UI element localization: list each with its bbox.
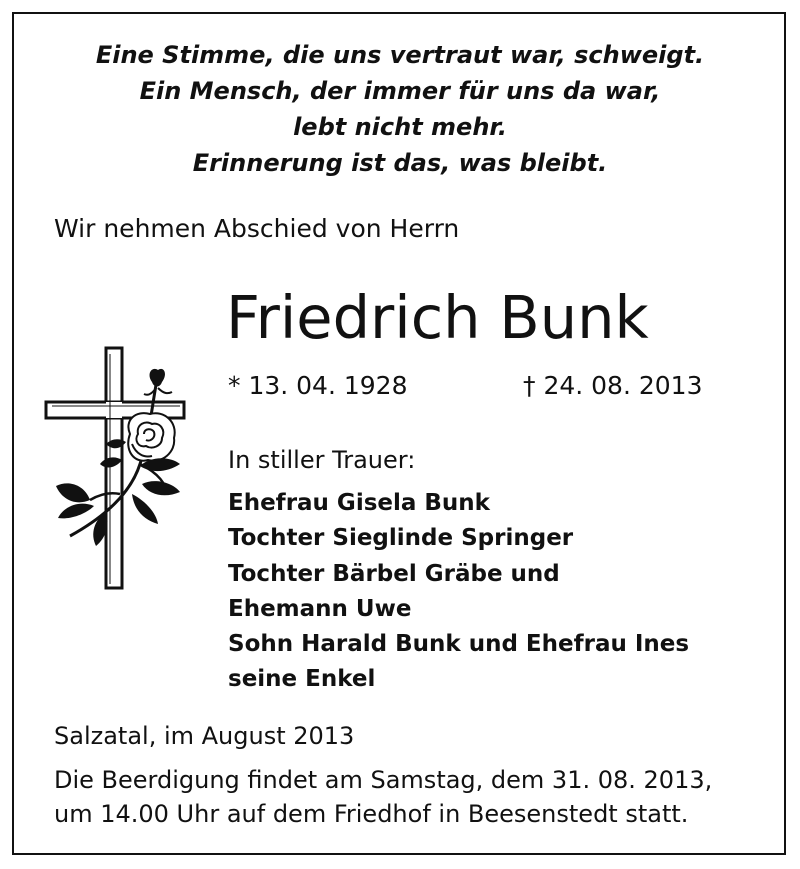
farewell-text: Wir nehmen Abschied von Herrn — [54, 214, 460, 243]
mourner-line: Ehemann Uwe — [228, 595, 412, 622]
mourner-line: Tochter Bärbel Gräbe und — [228, 560, 560, 587]
poem-line: Ein Mensch, der immer für uns da war, — [139, 77, 661, 105]
poem — [0, 37, 800, 181]
mourning-label: In stiller Trauer: — [228, 446, 416, 474]
mourner-line: Sohn Harald Bunk und Ehefrau Ines — [228, 631, 690, 658]
death-date: † 24. 08. 2013 — [523, 371, 703, 400]
mourners-list — [228, 486, 689, 698]
poem-line: Eine Stimme, die uns vertraut war, schweigt. — [95, 41, 705, 69]
funeral-line: Die Beerdigung findet am Samstag, dem 31. 08. 2013, — [54, 766, 713, 794]
cross-with-rose-icon — [40, 344, 200, 594]
mourner-line: Ehefrau Gisela Bunk — [228, 490, 490, 516]
place-date: Salzatal, im August 2013 — [54, 722, 355, 750]
mourner-line: Tochter Sieglinde Springer — [228, 525, 574, 552]
funeral-info — [54, 763, 712, 831]
poem-line: lebt nicht mehr. — [293, 113, 507, 141]
mourner-line: seine Enkel — [228, 666, 376, 693]
deceased-name: Friedrich Bunk — [226, 283, 649, 352]
birth-date: * 13. 04. 1928 — [228, 371, 408, 400]
funeral-line: um 14.00 Uhr auf dem Friedhof in Beesenstedt statt. — [54, 800, 689, 828]
poem-line: Erinnerung ist das, was bleibt. — [192, 149, 608, 177]
